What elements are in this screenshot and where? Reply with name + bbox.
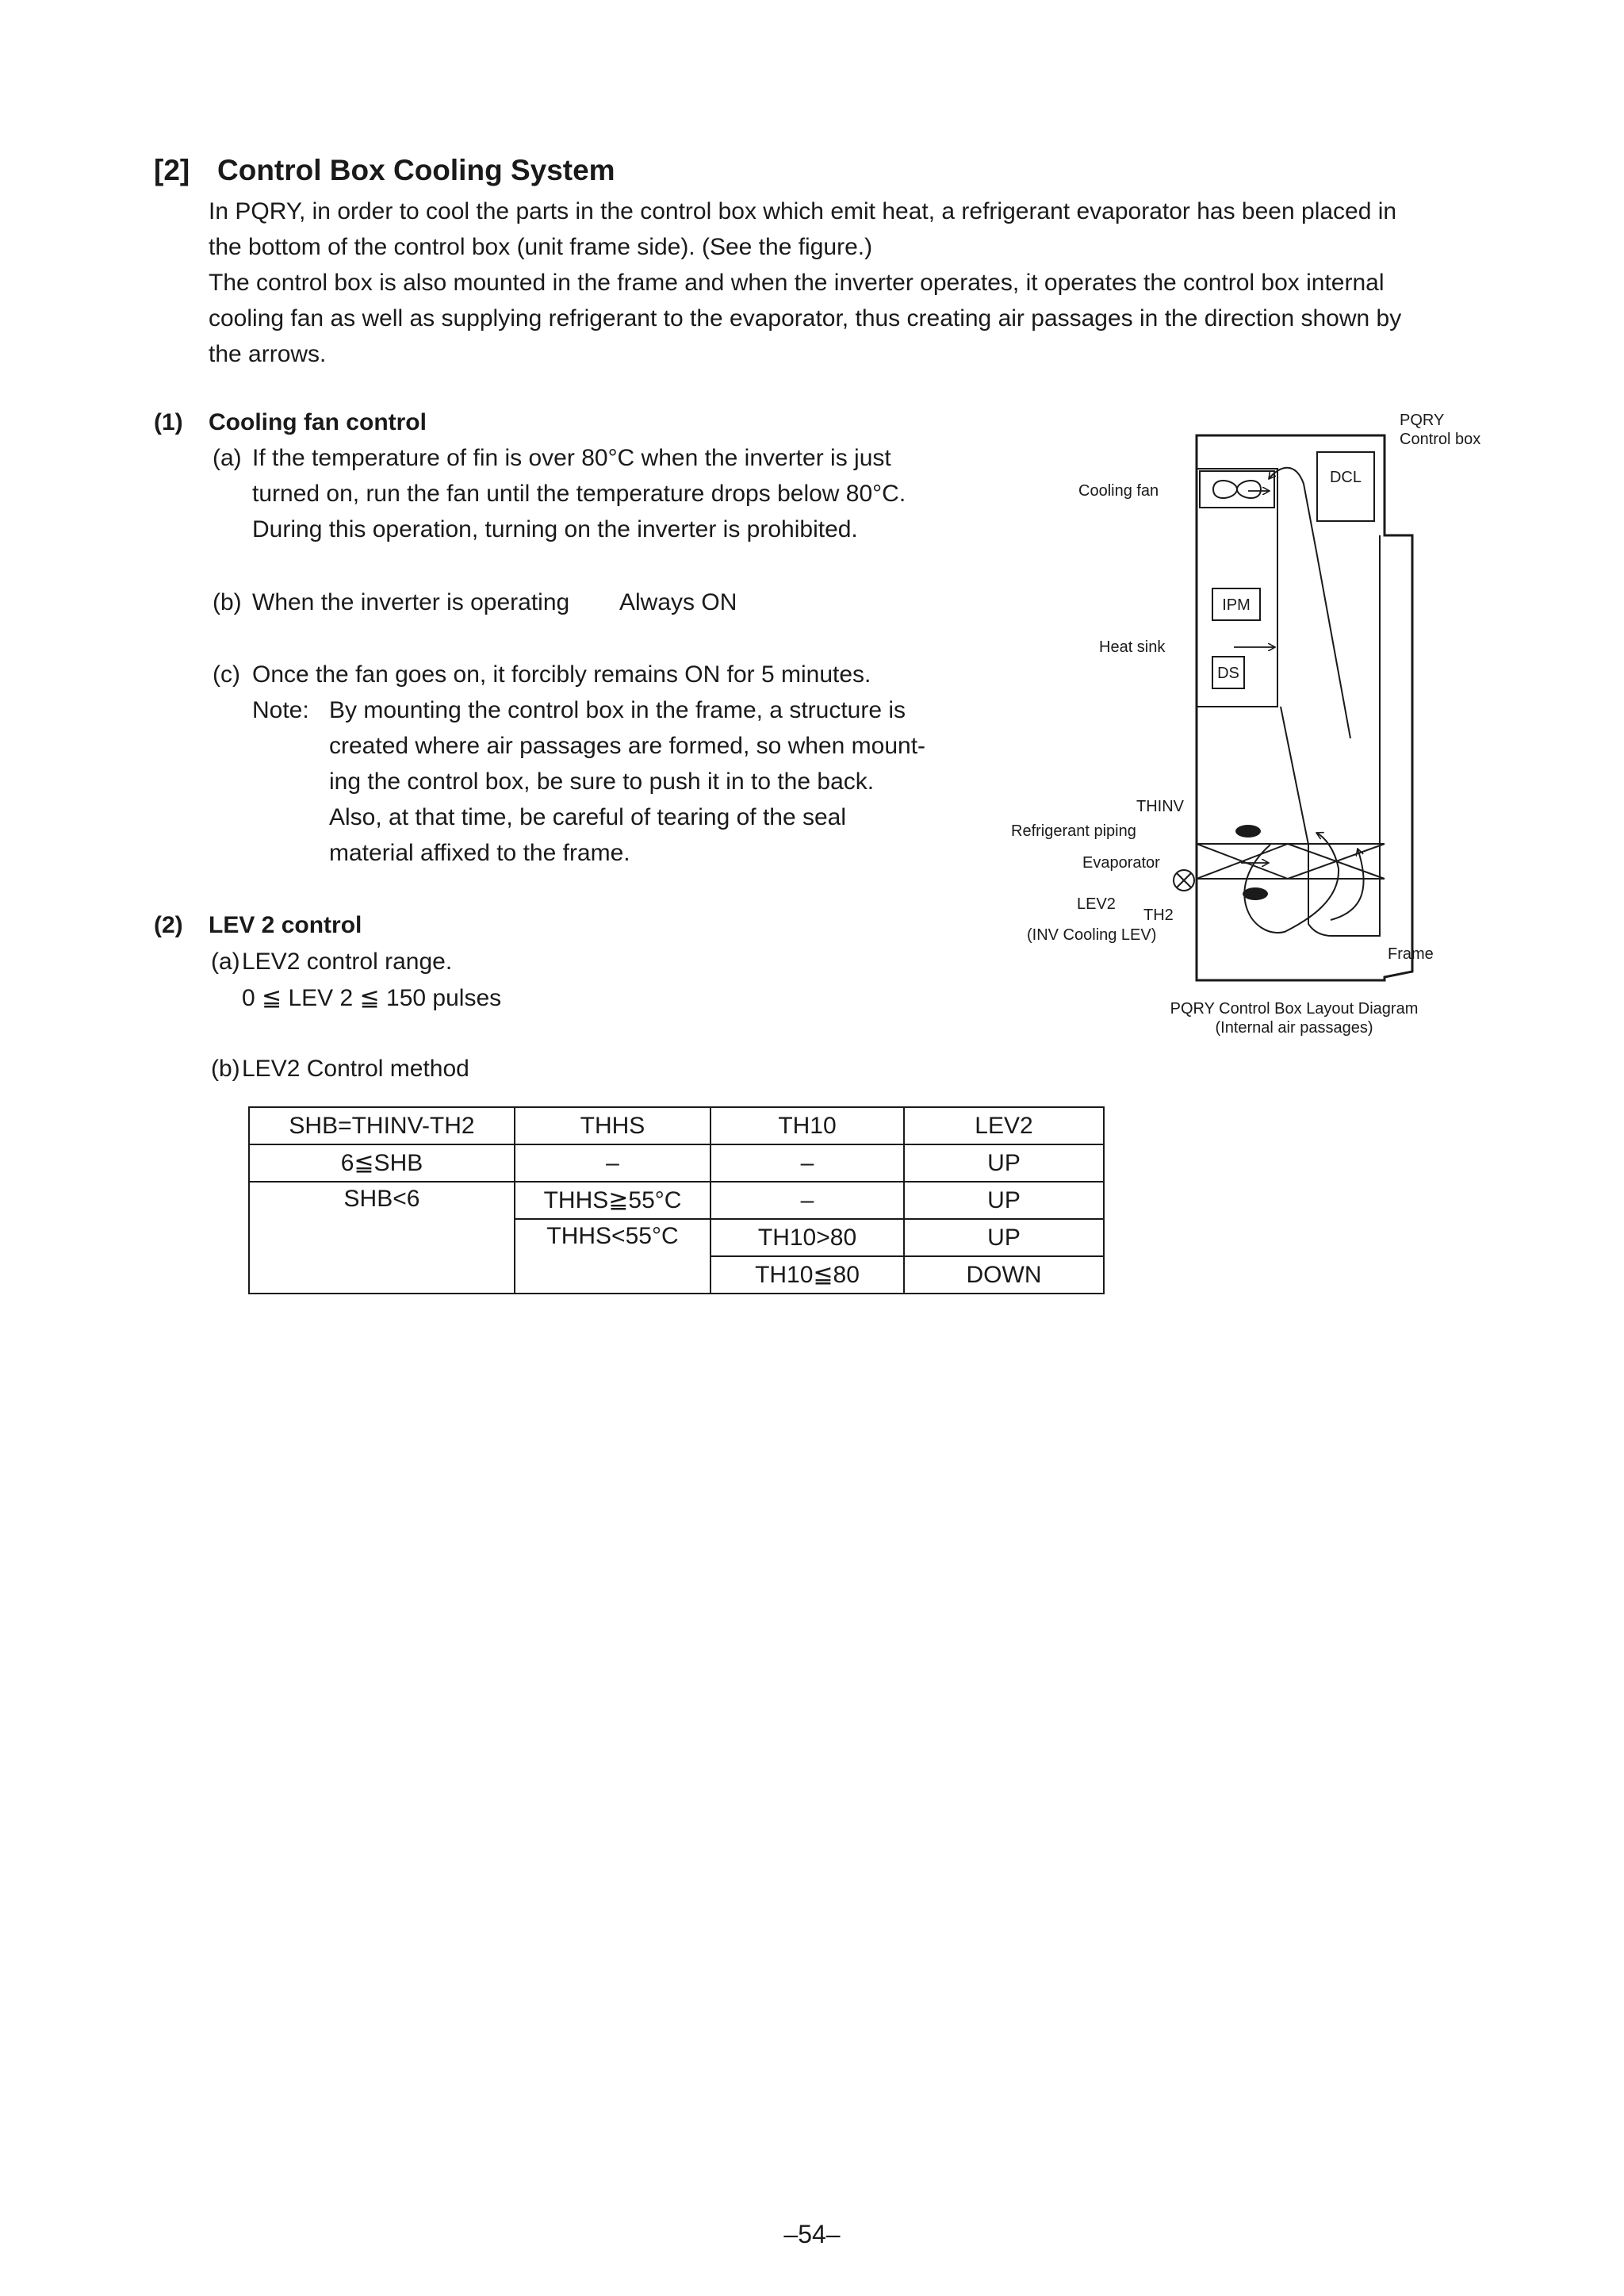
table-cell: 6≦SHB — [249, 1144, 515, 1182]
frame-label: Frame — [1388, 945, 1434, 963]
item-a-label: (a) — [213, 445, 242, 471]
note-line-2: created where air passages are formed, so when mount- — [329, 733, 926, 759]
item-a-line-3: During this operation, turning on the inverter is prohibited. — [252, 516, 858, 542]
table-cell: TH10≦80 — [710, 1256, 904, 1294]
note-line-4: Also, at that time, be careful of tearing of the seal — [329, 804, 847, 830]
item-c-label: (c) — [213, 661, 240, 688]
lev2-title: LEV 2 control — [209, 912, 362, 938]
lev2-b-text: LEV2 Control method — [242, 1056, 469, 1082]
table-cell: UP — [904, 1182, 1104, 1219]
note-line-5: material affixed to the frame. — [329, 840, 630, 866]
table-cell: TH10>80 — [710, 1219, 904, 1256]
evaporator-icon — [1197, 844, 1385, 879]
lev2-b-label: (b) — [211, 1056, 240, 1082]
item-a-line-2: turned on, run the fan until the temperature drops below 80°C. — [252, 481, 906, 507]
lev2-range: 0 ≦ LEV 2 ≦ 150 pulses — [242, 985, 502, 1011]
dcl-label: DCL — [1329, 469, 1362, 486]
lev2-number: (2) — [154, 912, 183, 938]
lev2-valve-icon — [1174, 870, 1194, 891]
table-row — [249, 1144, 1104, 1182]
cooling-fan-title: Cooling fan control — [209, 409, 427, 435]
heat-sink-label: Heat sink — [1099, 638, 1166, 656]
lev2-control-table — [248, 1106, 1105, 1294]
inv-cooling-lev-label: (INV Cooling LEV) — [1027, 926, 1157, 944]
cooling-fan-label: Cooling fan — [1078, 482, 1159, 500]
table-header-cell: SHB=THINV-TH2 — [249, 1107, 515, 1144]
item-b-label: (b) — [213, 589, 242, 615]
table-cell: – — [515, 1144, 710, 1182]
table-header-cell: LEV2 — [904, 1107, 1104, 1144]
control-box-diagram — [999, 404, 1507, 1055]
table-cell: THHS≧55°C — [515, 1182, 710, 1219]
note-label: Note: — [252, 697, 309, 723]
lev2-a-text: LEV2 control range. — [242, 949, 453, 975]
evaporator-label: Evaporator — [1082, 854, 1160, 872]
table-header-cell: TH10 — [710, 1107, 904, 1144]
item-b-value: Always ON — [619, 589, 737, 615]
item-b-text: When the inverter is operating — [252, 589, 570, 615]
table-row — [249, 1182, 1104, 1219]
intro-line-1: In PQRY, in order to cool the parts in the control box which emit heat, a refrigerant evaporator has been placed in — [209, 198, 1397, 224]
item-c-text: Once the fan goes on, it forcibly remains ON for 5 minutes. — [252, 661, 871, 688]
intro-line-3: The control box is also mounted in the frame and when the inverter operates, it operates the control box internal — [209, 270, 1385, 296]
table-cell: – — [710, 1182, 904, 1219]
item-a-line-1: If the temperature of fin is over 80°C when the inverter is just — [252, 445, 891, 471]
th2-label: TH2 — [1143, 907, 1174, 924]
note-line-1: By mounting the control box in the frame, a structure is — [329, 697, 906, 723]
diagram-caption-2: (Internal air passages) — [1215, 1019, 1373, 1037]
lev2-heading — [154, 912, 362, 939]
table-cell: DOWN — [904, 1256, 1104, 1294]
section-title-text: Control Box Cooling System — [217, 154, 615, 186]
refrigerant-piping-label: Refrigerant piping — [1011, 822, 1136, 840]
table-cell: SHB<6 — [249, 1182, 515, 1294]
table-header-row — [249, 1107, 1104, 1144]
page-number: –54– — [783, 2220, 841, 2248]
pqry-label: PQRY — [1400, 412, 1445, 429]
intro-line-2: the bottom of the control box (unit frame side). (See the figure.) — [209, 234, 873, 260]
air-passage-arrows — [1244, 468, 1380, 936]
intro-line-5: the arrows. — [209, 341, 327, 367]
diagram-caption-1: PQRY Control Box Layout Diagram — [1170, 1000, 1419, 1018]
table-cell: – — [710, 1144, 904, 1182]
thinv-sensor-icon — [1235, 825, 1261, 838]
section-number: [2] — [154, 154, 190, 186]
ipm-label: IPM — [1222, 596, 1251, 614]
note-line-3: ing the control box, be sure to push it in to the back. — [329, 769, 875, 795]
fan-icon — [1200, 471, 1274, 508]
dcl-box — [1317, 452, 1374, 521]
control-box-label: Control box — [1400, 431, 1481, 448]
section-title — [154, 154, 615, 187]
th2-sensor-icon — [1243, 887, 1268, 900]
intro-line-4: cooling fan as well as supplying refrigerant to the evaporator, thus creating air passages in the direction shown by — [209, 305, 1402, 332]
table-cell: UP — [904, 1144, 1104, 1182]
lev2-a-label: (a) — [211, 949, 240, 975]
thinv-label: THINV — [1136, 798, 1184, 815]
ds-label: DS — [1217, 665, 1239, 682]
table-cell: THHS<55°C — [515, 1219, 710, 1294]
table-cell: UP — [904, 1219, 1104, 1256]
table-header-cell: THHS — [515, 1107, 710, 1144]
cooling-fan-number: (1) — [154, 409, 183, 435]
lev2-label: LEV2 — [1077, 895, 1116, 913]
cooling-fan-heading — [154, 409, 427, 436]
